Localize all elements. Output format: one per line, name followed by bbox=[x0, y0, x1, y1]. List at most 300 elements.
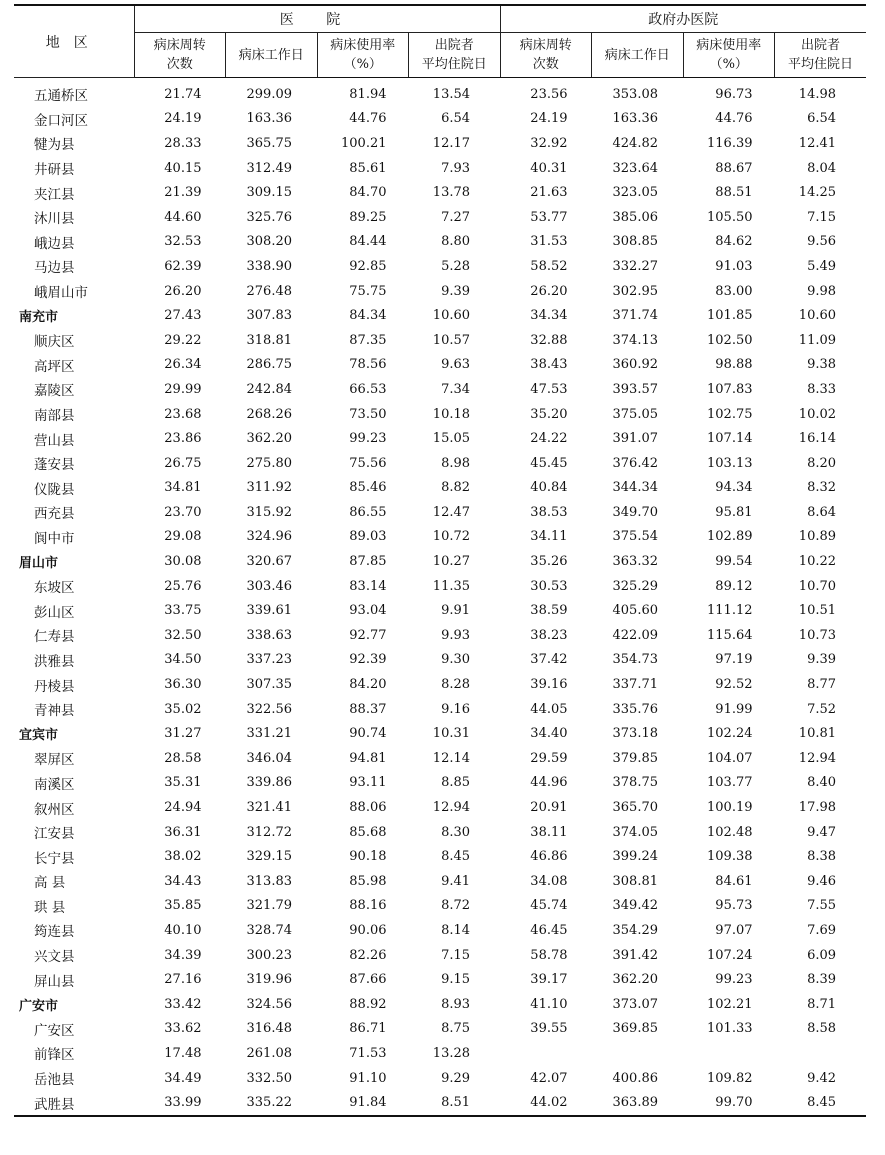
table-row bbox=[14, 943, 866, 968]
hospital-usage-cell: 91.84 bbox=[349, 1095, 387, 1111]
gov-turnover-cell: 45.74 bbox=[530, 898, 568, 914]
hospital-stay-header: 出院者 平均住院日 bbox=[409, 33, 501, 78]
gov-usage-cell: 101.33 bbox=[707, 1021, 753, 1037]
gov-usage-cell: 111.12 bbox=[707, 603, 753, 619]
gov-workdays-cell: 354.73 bbox=[612, 652, 659, 668]
gov-usage-cell: 102.21 bbox=[707, 996, 753, 1012]
hospital-usage-cell: 86.71 bbox=[349, 1021, 387, 1037]
hospital-stay-cell: 8.98 bbox=[441, 455, 471, 471]
gov-stay-cell: 9.98 bbox=[807, 283, 837, 299]
gov-turnover-cell: 24.22 bbox=[530, 431, 568, 447]
hospital-turnover-cell: 36.30 bbox=[164, 677, 202, 693]
hospital-turnover-cell: 34.43 bbox=[164, 873, 202, 889]
hospital-workdays-cell: 312.49 bbox=[246, 160, 292, 176]
hospital-turnover-cell: 36.31 bbox=[164, 824, 202, 840]
table-row bbox=[14, 869, 866, 894]
hospital-stay-cell: 5.28 bbox=[441, 258, 471, 274]
region-name: 井研县 bbox=[34, 162, 75, 179]
table-row bbox=[14, 78, 866, 107]
hospital-usage-cell: 84.20 bbox=[349, 677, 387, 693]
hospital-usage-cell: 90.06 bbox=[349, 922, 387, 938]
hospital-bed-stats-table bbox=[14, 4, 866, 1117]
hospital-workdays-cell: 338.63 bbox=[246, 627, 292, 643]
gov-stay-cell: 9.56 bbox=[807, 234, 837, 250]
region-name: 眉山市 bbox=[19, 556, 59, 572]
hospital-workdays-cell: 163.36 bbox=[246, 111, 292, 127]
gov-stay-cell: 8.77 bbox=[807, 677, 837, 693]
gov-turnover-cell: 40.31 bbox=[530, 160, 568, 176]
city-row bbox=[14, 303, 866, 328]
region-name: 峨边县 bbox=[34, 235, 75, 252]
hospital-usage-cell: 94.81 bbox=[349, 750, 387, 766]
gov-usage-cell: 102.75 bbox=[707, 406, 753, 422]
gov-usage-cell: 89.12 bbox=[715, 578, 753, 594]
region-name: 彭山区 bbox=[34, 604, 75, 621]
table-row bbox=[14, 279, 866, 304]
hospital-workdays-cell: 338.90 bbox=[246, 258, 292, 274]
region-name: 马边县 bbox=[34, 260, 75, 277]
gov-workdays-cell: 374.13 bbox=[612, 332, 659, 348]
gov-stay-cell: 8.38 bbox=[807, 849, 837, 865]
region-name: 筠连县 bbox=[34, 924, 75, 941]
hospital-turnover-cell: 35.02 bbox=[164, 701, 202, 717]
hospital-stay-cell: 7.93 bbox=[441, 160, 471, 176]
hospital-stay-cell: 10.60 bbox=[432, 308, 471, 324]
hospital-turnover-cell: 23.86 bbox=[164, 431, 202, 447]
hospital-turnover-cell: 35.85 bbox=[164, 898, 202, 914]
region-name: 长宁县 bbox=[34, 850, 75, 867]
gov-workdays-cell: 362.20 bbox=[612, 972, 659, 988]
hospital-turnover-cell: 34.81 bbox=[164, 480, 202, 496]
gov-usage-cell: 94.34 bbox=[715, 480, 753, 496]
table-row bbox=[14, 328, 866, 353]
hospital-usage-cell: 66.53 bbox=[349, 381, 387, 397]
hospital-usage-cell: 83.14 bbox=[349, 578, 387, 594]
hospital-workdays-cell: 261.08 bbox=[246, 1045, 292, 1061]
region-name: 前锋区 bbox=[34, 1047, 75, 1064]
gov-workdays-cell: 424.82 bbox=[612, 135, 659, 151]
region-name: 五通桥区 bbox=[34, 88, 88, 105]
hospital-stay-cell: 9.63 bbox=[441, 357, 471, 373]
gov-workdays-cell: 360.92 bbox=[612, 357, 659, 373]
hospital-usage-cell: 92.39 bbox=[349, 652, 387, 668]
gov-hospital-group-header: 政府办医院 bbox=[500, 5, 866, 33]
hospital-stay-cell: 8.72 bbox=[441, 898, 471, 914]
gov-stay-cell: 8.04 bbox=[807, 160, 837, 176]
hospital-turnover-cell: 33.42 bbox=[164, 996, 202, 1012]
hospital-turnover-cell: 27.43 bbox=[164, 308, 202, 324]
gov-stay-cell: 16.14 bbox=[798, 431, 837, 447]
gov-stay-cell: 14.25 bbox=[798, 185, 837, 201]
hospital-usage-header: 病床使用率 （%） bbox=[317, 33, 409, 78]
hospital-stay-cell: 8.45 bbox=[441, 849, 471, 865]
hospital-workdays-cell: 339.86 bbox=[246, 775, 292, 791]
table-row bbox=[14, 1090, 866, 1116]
region-name: 南部县 bbox=[34, 408, 75, 425]
gov-usage-cell: 92.52 bbox=[715, 677, 753, 693]
table-row bbox=[14, 771, 866, 796]
hospital-usage-cell: 73.50 bbox=[349, 406, 387, 422]
gov-stay-cell: 8.71 bbox=[807, 996, 837, 1012]
hospital-usage-cell: 75.75 bbox=[349, 283, 387, 299]
gov-turnover-cell: 42.07 bbox=[530, 1070, 568, 1086]
gov-stay-cell: 10.89 bbox=[798, 529, 837, 545]
gov-usage-cell: 109.82 bbox=[707, 1070, 753, 1086]
gov-usage-cell: 103.13 bbox=[707, 455, 753, 471]
table-body bbox=[14, 78, 866, 1116]
hospital-usage-cell: 85.98 bbox=[349, 873, 387, 889]
gov-turnover-header: 病床周转 次数 bbox=[500, 33, 592, 78]
hospital-workdays-cell: 307.35 bbox=[246, 677, 292, 693]
gov-usage-cell: 88.51 bbox=[715, 185, 753, 201]
region-name: 丹棱县 bbox=[34, 678, 75, 695]
region-name: 峨眉山市 bbox=[34, 285, 88, 302]
region-name: 兴文县 bbox=[34, 949, 75, 966]
gov-turnover-cell: 38.43 bbox=[530, 357, 568, 373]
gov-workdays-cell: 323.64 bbox=[612, 160, 659, 176]
hospital-turnover-cell: 25.76 bbox=[164, 578, 202, 594]
hospital-workdays-cell: 365.75 bbox=[246, 135, 292, 151]
hospital-turnover-cell: 34.49 bbox=[164, 1070, 202, 1086]
gov-turnover-cell: 38.53 bbox=[530, 504, 568, 520]
gov-usage-cell: 97.19 bbox=[715, 652, 753, 668]
hospital-turnover-cell: 38.02 bbox=[164, 849, 202, 865]
hospital-usage-cell: 87.66 bbox=[349, 972, 387, 988]
hospital-turnover-cell: 35.31 bbox=[164, 775, 202, 791]
hospital-workdays-cell: 311.92 bbox=[246, 480, 292, 496]
gov-turnover-cell: 21.63 bbox=[530, 185, 568, 201]
hospital-workdays-cell: 320.67 bbox=[246, 554, 292, 570]
hospital-usage-cell: 85.68 bbox=[349, 824, 387, 840]
gov-turnover-cell: 24.19 bbox=[530, 111, 568, 127]
hospital-usage-cell: 84.70 bbox=[349, 185, 387, 201]
hospital-workdays-cell: 337.23 bbox=[246, 652, 292, 668]
hospital-workdays-cell: 309.15 bbox=[246, 185, 292, 201]
gov-stay-cell: 9.42 bbox=[807, 1070, 837, 1086]
gov-usage-cell: 102.48 bbox=[707, 824, 753, 840]
region-name: 仪陇县 bbox=[34, 481, 75, 498]
region-name: 洪雅县 bbox=[34, 653, 75, 670]
gov-usage-cell: 96.73 bbox=[715, 86, 753, 102]
hospital-turnover-cell: 28.58 bbox=[164, 750, 202, 766]
gov-usage-cell: 107.83 bbox=[707, 381, 753, 397]
hospital-stay-cell: 13.54 bbox=[432, 86, 471, 102]
gov-turnover-cell: 32.92 bbox=[530, 135, 568, 151]
hospital-stay-cell: 8.30 bbox=[441, 824, 471, 840]
gov-stay-cell: 9.38 bbox=[807, 357, 837, 373]
region-name: 阆中市 bbox=[34, 530, 75, 547]
gov-usage-cell: 97.07 bbox=[715, 922, 753, 938]
hospital-turnover-cell: 23.70 bbox=[164, 504, 202, 520]
gov-stay-cell: 8.32 bbox=[807, 480, 837, 496]
hospital-usage-cell: 44.76 bbox=[349, 111, 387, 127]
hospital-workdays-cell: 332.50 bbox=[246, 1070, 292, 1086]
gov-workdays-cell: 393.57 bbox=[612, 381, 659, 397]
hospital-workdays-cell: 339.61 bbox=[246, 603, 292, 619]
hospital-turnover-cell: 33.62 bbox=[164, 1021, 202, 1037]
hospital-turnover-cell: 33.75 bbox=[164, 603, 202, 619]
hospital-usage-cell: 93.04 bbox=[349, 603, 387, 619]
hospital-stay-cell: 9.30 bbox=[441, 652, 471, 668]
hospital-workdays-cell: 242.84 bbox=[246, 381, 292, 397]
hospital-usage-cell: 84.44 bbox=[349, 234, 387, 250]
hospital-workdays-cell: 316.48 bbox=[246, 1021, 292, 1037]
gov-turnover-cell: 34.11 bbox=[530, 529, 568, 545]
gov-usage-cell: 88.67 bbox=[715, 160, 753, 176]
gov-workdays-cell: 391.42 bbox=[612, 947, 659, 963]
gov-workdays-cell: 375.54 bbox=[612, 529, 659, 545]
gov-stay-cell: 10.70 bbox=[798, 578, 837, 594]
hospital-usage-cell: 91.10 bbox=[349, 1070, 387, 1086]
gov-stay-cell: 8.40 bbox=[807, 775, 837, 791]
gov-stay-cell: 7.69 bbox=[807, 922, 837, 938]
gov-stay-cell: 17.98 bbox=[798, 800, 837, 816]
table-row bbox=[14, 131, 866, 156]
gov-stay-cell: 8.64 bbox=[807, 504, 837, 520]
gov-usage-cell: 99.70 bbox=[715, 1095, 753, 1111]
region-name: 营山县 bbox=[34, 432, 75, 449]
hospital-usage-cell: 90.18 bbox=[349, 849, 387, 865]
table-row bbox=[14, 254, 866, 279]
gov-usage-cell: 84.62 bbox=[715, 234, 753, 250]
hospital-stay-cell: 7.27 bbox=[441, 209, 471, 225]
gov-workdays-header: 病床工作日 bbox=[592, 33, 684, 78]
gov-workdays-cell: 349.42 bbox=[612, 898, 659, 914]
hospital-turnover-header: 病床周转 次数 bbox=[134, 33, 226, 78]
table-row bbox=[14, 426, 866, 451]
table-row bbox=[14, 353, 866, 378]
table-row bbox=[14, 598, 866, 623]
table-row bbox=[14, 1041, 866, 1066]
hospital-turnover-cell: 21.74 bbox=[164, 86, 202, 102]
hospital-stay-cell: 11.35 bbox=[432, 578, 471, 594]
hospital-stay-cell: 7.15 bbox=[441, 947, 471, 963]
hospital-stay-cell: 13.28 bbox=[432, 1045, 471, 1061]
hospital-workdays-cell: 322.56 bbox=[246, 701, 292, 717]
gov-stay-cell bbox=[775, 1041, 867, 1066]
hospital-usage-cell: 100.21 bbox=[341, 135, 387, 151]
hospital-usage-cell: 78.56 bbox=[349, 357, 387, 373]
hospital-turnover-cell: 34.39 bbox=[164, 947, 202, 963]
gov-turnover-cell: 20.91 bbox=[530, 800, 568, 816]
hospital-turnover-cell: 33.99 bbox=[164, 1095, 202, 1111]
gov-workdays-cell: 405.60 bbox=[612, 603, 659, 619]
table-row bbox=[14, 894, 866, 919]
hospital-stay-cell: 8.75 bbox=[441, 1021, 471, 1037]
gov-usage-cell: 101.85 bbox=[707, 308, 753, 324]
gov-usage-cell: 91.03 bbox=[715, 258, 753, 274]
hospital-stay-cell: 10.57 bbox=[432, 332, 471, 348]
hospital-stay-cell: 10.27 bbox=[432, 554, 471, 570]
region-name: 南充市 bbox=[19, 310, 59, 326]
gov-turnover-cell: 38.23 bbox=[530, 627, 568, 643]
hospital-workdays-cell: 346.04 bbox=[246, 750, 292, 766]
hospital-turnover-cell: 29.22 bbox=[164, 332, 202, 348]
region-name: 珙 县 bbox=[34, 899, 66, 916]
hospital-turnover-cell: 26.20 bbox=[164, 283, 202, 299]
gov-turnover-cell: 39.17 bbox=[530, 972, 568, 988]
gov-usage-cell: 99.23 bbox=[715, 972, 753, 988]
gov-usage-cell: 107.24 bbox=[707, 947, 753, 963]
hospital-workdays-cell: 312.72 bbox=[246, 824, 292, 840]
gov-workdays-cell: 332.27 bbox=[612, 258, 659, 274]
gov-stay-cell: 5.49 bbox=[807, 258, 837, 274]
hospital-group-header: 医 院 bbox=[134, 5, 500, 33]
gov-workdays-cell bbox=[592, 1041, 684, 1066]
gov-stay-cell: 11.09 bbox=[798, 332, 837, 348]
gov-workdays-cell: 163.36 bbox=[612, 111, 659, 127]
city-row bbox=[14, 549, 866, 574]
gov-workdays-cell: 400.86 bbox=[612, 1070, 659, 1086]
gov-workdays-cell: 422.09 bbox=[612, 627, 659, 643]
region-name: 仁寿县 bbox=[34, 629, 75, 646]
gov-turnover-cell: 58.52 bbox=[530, 258, 568, 274]
region-name: 顺庆区 bbox=[34, 334, 75, 351]
gov-stay-cell: 7.55 bbox=[807, 898, 837, 914]
gov-turnover-cell: 58.78 bbox=[530, 947, 568, 963]
gov-turnover-cell: 26.20 bbox=[530, 283, 568, 299]
hospital-usage-cell: 85.46 bbox=[349, 480, 387, 496]
table-row bbox=[14, 648, 866, 673]
gov-turnover-cell: 35.26 bbox=[530, 554, 568, 570]
gov-workdays-cell: 385.06 bbox=[612, 209, 659, 225]
gov-workdays-cell: 373.07 bbox=[612, 996, 659, 1012]
hospital-usage-cell: 99.23 bbox=[349, 431, 387, 447]
gov-workdays-cell: 374.05 bbox=[612, 824, 659, 840]
gov-workdays-cell: 308.81 bbox=[612, 873, 659, 889]
region-name: 广安区 bbox=[34, 1022, 75, 1039]
hospital-stay-cell: 12.94 bbox=[432, 800, 471, 816]
gov-turnover-cell: 37.42 bbox=[530, 652, 568, 668]
gov-workdays-cell: 335.76 bbox=[612, 701, 659, 717]
hospital-turnover-cell: 40.10 bbox=[164, 922, 202, 938]
gov-usage-cell: 100.19 bbox=[707, 800, 753, 816]
table-row bbox=[14, 156, 866, 181]
region-name: 翠屏区 bbox=[34, 752, 75, 769]
hospital-stay-cell: 7.34 bbox=[441, 381, 471, 397]
gov-stay-cell: 7.52 bbox=[807, 701, 837, 717]
gov-turnover-cell: 45.45 bbox=[530, 455, 568, 471]
region-name: 屏山县 bbox=[34, 973, 75, 990]
gov-workdays-cell: 354.29 bbox=[612, 922, 659, 938]
hospital-workdays-cell: 275.80 bbox=[246, 455, 292, 471]
hospital-stay-cell: 8.82 bbox=[441, 480, 471, 496]
hospital-turnover-cell: 17.48 bbox=[164, 1045, 202, 1061]
hospital-turnover-cell: 44.60 bbox=[164, 209, 202, 225]
hospital-stay-cell: 10.31 bbox=[432, 726, 471, 742]
hospital-workdays-cell: 319.96 bbox=[246, 972, 292, 988]
gov-workdays-cell: 325.29 bbox=[612, 578, 659, 594]
gov-usage-cell: 102.89 bbox=[707, 529, 753, 545]
gov-usage-cell: 44.76 bbox=[715, 111, 753, 127]
gov-usage-cell: 95.73 bbox=[715, 898, 753, 914]
table-row bbox=[14, 967, 866, 992]
gov-turnover-cell: 44.02 bbox=[530, 1095, 568, 1111]
gov-turnover-cell: 38.11 bbox=[530, 824, 568, 840]
region-name: 东坡区 bbox=[34, 580, 75, 597]
gov-workdays-cell: 371.74 bbox=[612, 308, 659, 324]
gov-usage-cell: 105.50 bbox=[707, 209, 753, 225]
gov-turnover-cell: 34.08 bbox=[530, 873, 568, 889]
hospital-turnover-cell: 40.15 bbox=[164, 160, 202, 176]
region-name: 青神县 bbox=[34, 703, 75, 720]
hospital-turnover-cell: 21.39 bbox=[164, 185, 202, 201]
hospital-usage-cell: 81.94 bbox=[349, 86, 387, 102]
gov-turnover-cell: 44.05 bbox=[530, 701, 568, 717]
table-row bbox=[14, 1066, 866, 1091]
gov-usage-cell bbox=[683, 1041, 775, 1066]
gov-stay-cell: 10.81 bbox=[798, 726, 837, 742]
city-row bbox=[14, 721, 866, 746]
hospital-workdays-cell: 329.15 bbox=[246, 849, 292, 865]
hospital-workdays-cell: 299.09 bbox=[246, 86, 292, 102]
gov-turnover-cell: 32.88 bbox=[530, 332, 568, 348]
gov-stay-cell: 9.39 bbox=[807, 652, 837, 668]
gov-workdays-cell: 344.34 bbox=[612, 480, 659, 496]
region-name: 蓬安县 bbox=[34, 457, 75, 474]
gov-stay-cell: 10.73 bbox=[798, 627, 837, 643]
gov-stay-cell: 8.39 bbox=[807, 972, 837, 988]
hospital-usage-cell: 71.53 bbox=[349, 1045, 387, 1061]
gov-stay-cell: 8.58 bbox=[807, 1021, 837, 1037]
hospital-stay-cell: 8.14 bbox=[441, 922, 471, 938]
region-name: 江安县 bbox=[34, 826, 75, 843]
gov-turnover-cell: 34.40 bbox=[530, 726, 568, 742]
table-row bbox=[14, 672, 866, 697]
gov-stay-cell: 10.22 bbox=[798, 554, 837, 570]
hospital-stay-cell: 15.05 bbox=[432, 431, 471, 447]
gov-usage-cell: 84.61 bbox=[715, 873, 753, 889]
gov-stay-cell: 7.15 bbox=[807, 209, 837, 225]
gov-turnover-cell: 46.45 bbox=[530, 922, 568, 938]
hospital-usage-cell: 92.77 bbox=[349, 627, 387, 643]
table-row bbox=[14, 205, 866, 230]
hospital-turnover-cell: 27.16 bbox=[164, 972, 202, 988]
hospital-turnover-cell: 29.08 bbox=[164, 529, 202, 545]
hospital-turnover-cell: 34.50 bbox=[164, 652, 202, 668]
region-name: 岳池县 bbox=[34, 1072, 75, 1089]
hospital-workdays-cell: 286.75 bbox=[246, 357, 292, 373]
hospital-turnover-cell: 24.19 bbox=[164, 111, 202, 127]
table-row bbox=[14, 574, 866, 599]
hospital-turnover-cell: 26.75 bbox=[164, 455, 202, 471]
hospital-stay-cell: 8.93 bbox=[441, 996, 471, 1012]
gov-turnover-cell: 46.86 bbox=[530, 849, 568, 865]
hospital-turnover-cell: 26.34 bbox=[164, 357, 202, 373]
gov-usage-cell: 102.24 bbox=[707, 726, 753, 742]
gov-workdays-cell: 353.08 bbox=[612, 86, 659, 102]
table-row bbox=[14, 918, 866, 943]
hospital-usage-cell: 75.56 bbox=[349, 455, 387, 471]
region-name: 犍为县 bbox=[34, 137, 75, 154]
gov-workdays-cell: 363.32 bbox=[612, 554, 659, 570]
gov-turnover-cell: 41.10 bbox=[530, 996, 568, 1012]
table-row bbox=[14, 180, 866, 205]
gov-turnover-cell: 30.53 bbox=[530, 578, 568, 594]
gov-turnover-cell: 35.20 bbox=[530, 406, 568, 422]
hospital-usage-cell: 85.61 bbox=[349, 160, 387, 176]
hospital-usage-cell: 88.37 bbox=[349, 701, 387, 717]
hospital-stay-cell: 12.17 bbox=[432, 135, 471, 151]
hospital-workdays-cell: 328.74 bbox=[246, 922, 292, 938]
gov-turnover-cell: 38.59 bbox=[530, 603, 568, 619]
gov-workdays-cell: 391.07 bbox=[612, 431, 659, 447]
gov-workdays-cell: 337.71 bbox=[612, 677, 659, 693]
hospital-turnover-cell: 29.99 bbox=[164, 381, 202, 397]
hospital-workdays-cell: 324.56 bbox=[246, 996, 292, 1012]
gov-workdays-cell: 365.70 bbox=[612, 800, 659, 816]
table-row bbox=[14, 795, 866, 820]
